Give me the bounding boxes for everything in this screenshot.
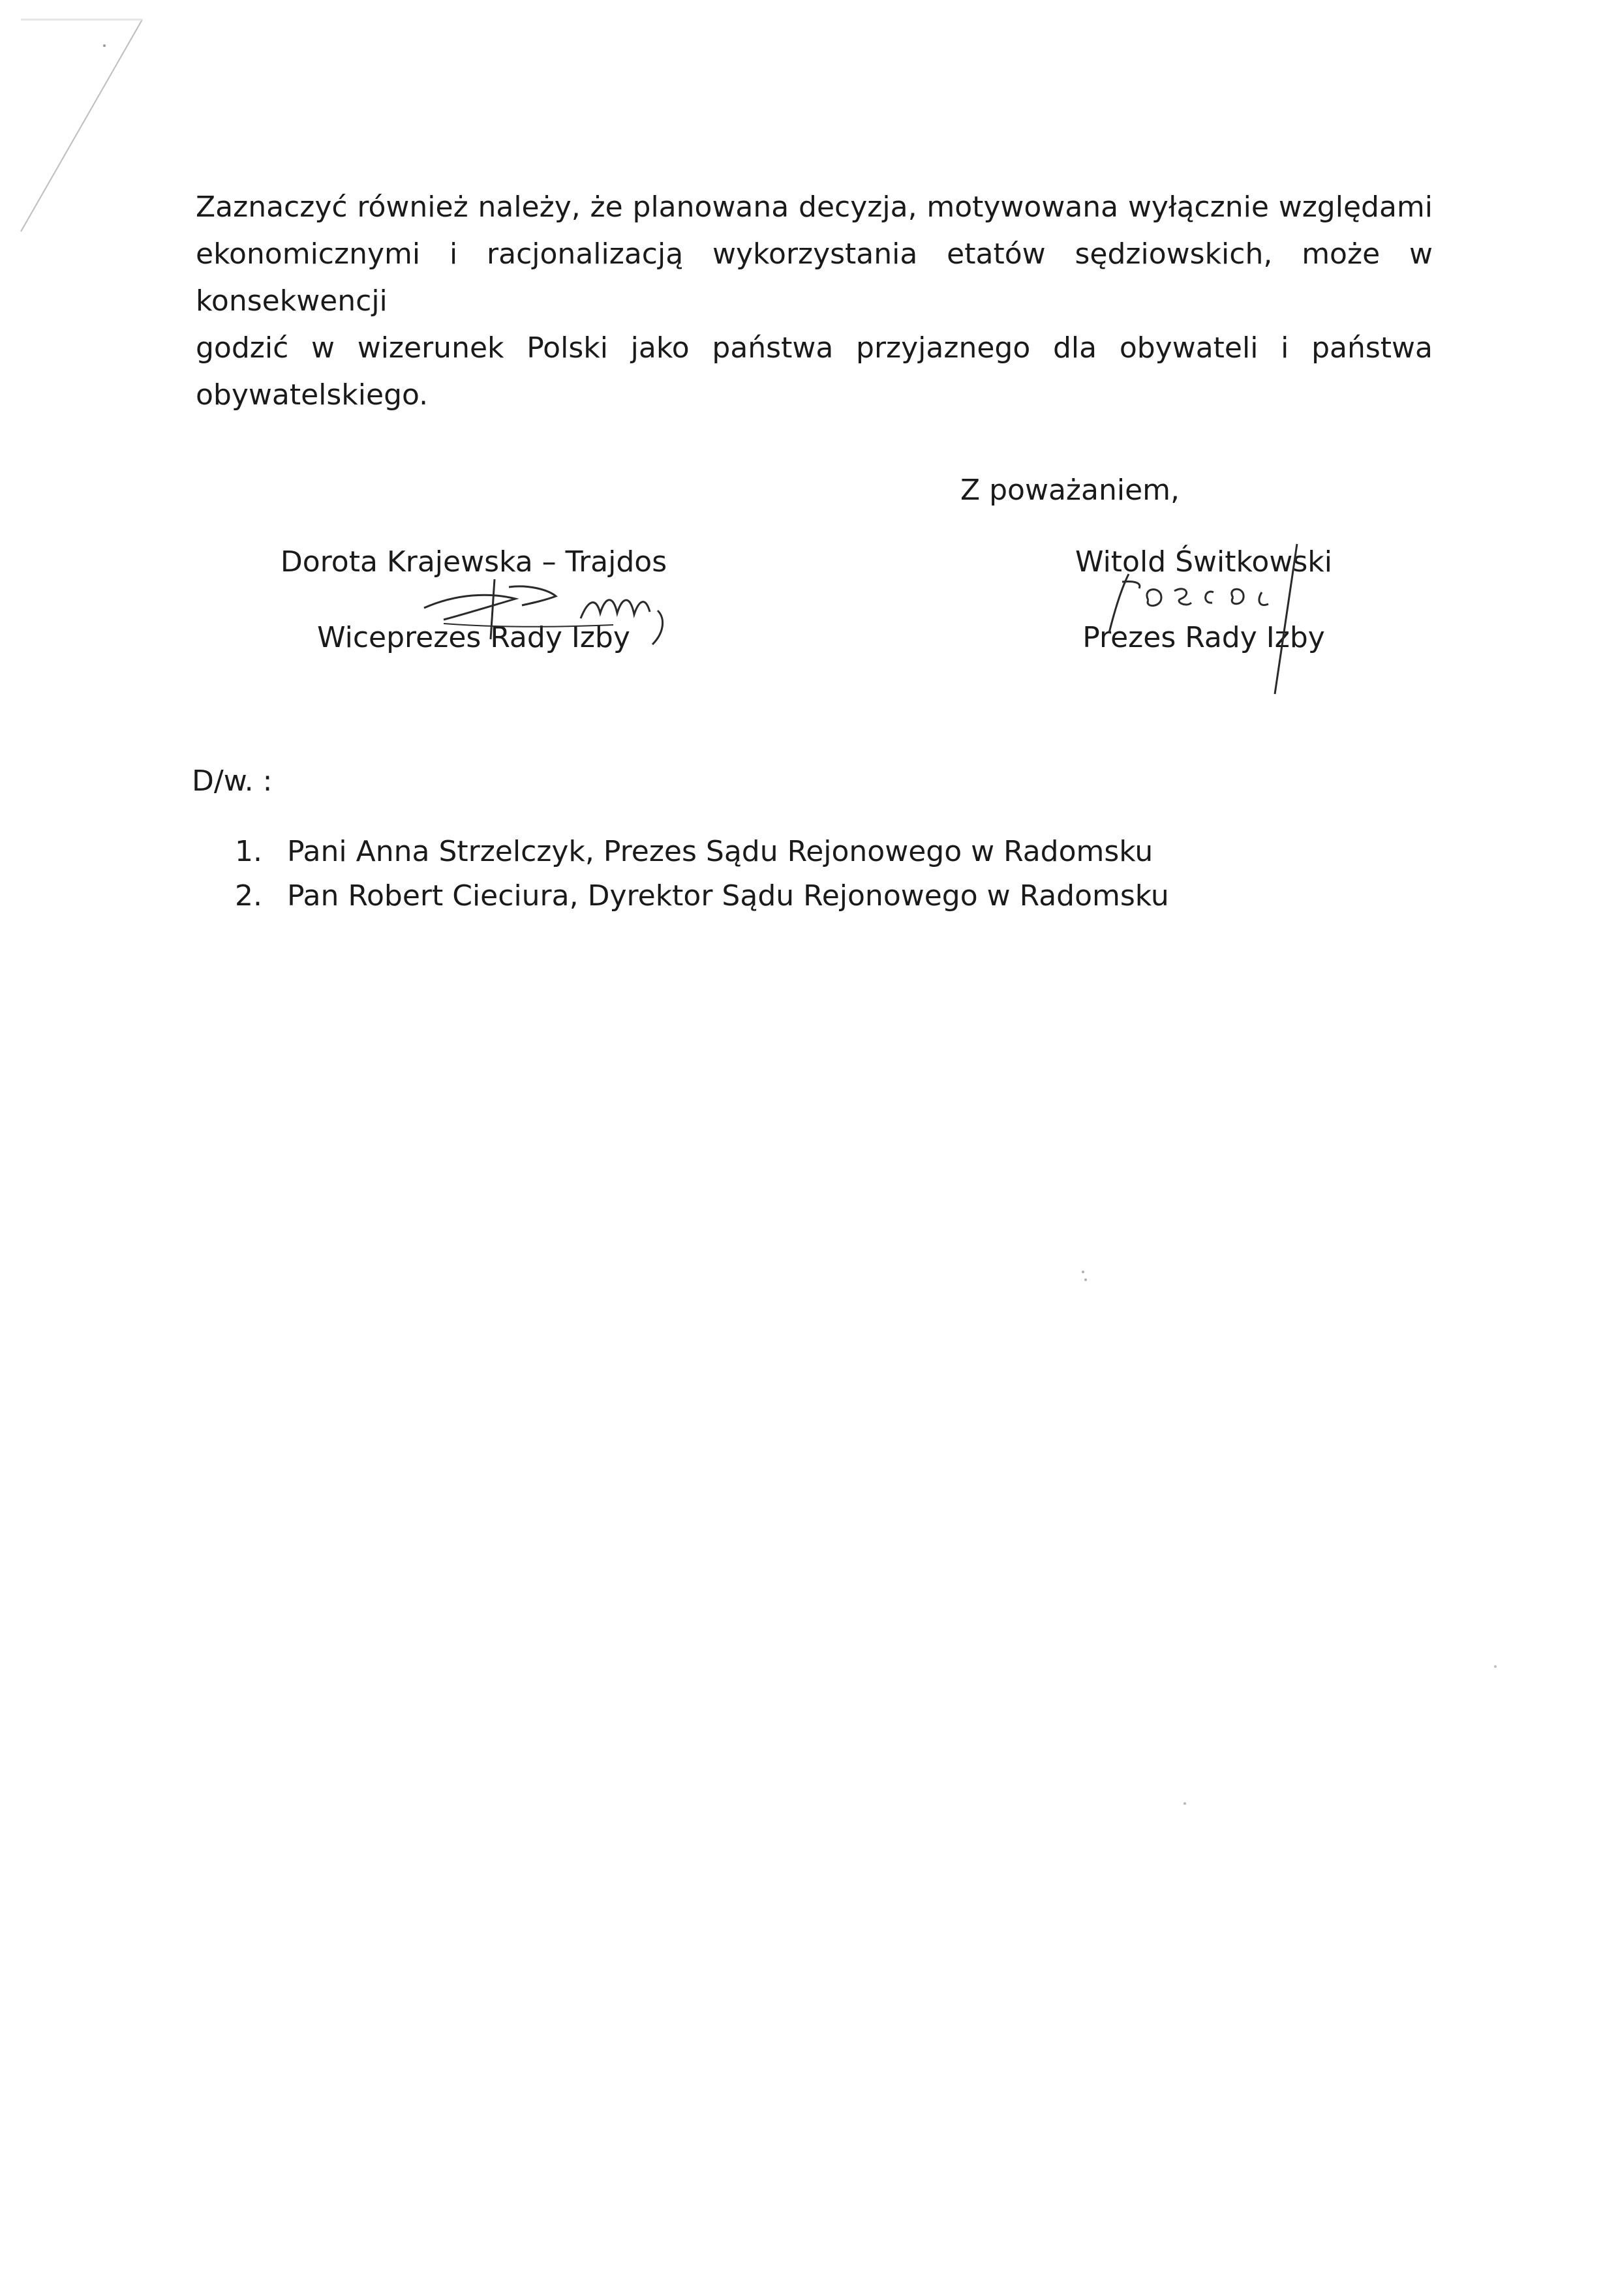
closing-salutation: Z poważaniem, [960, 474, 1180, 507]
list-item-text: Pani Anna Strzelczyk, Prezes Sądu Rejonowego w Radomsku [287, 835, 1153, 868]
list-item [235, 874, 1169, 918]
paragraph-line: godzić w wizerunek Polski jako państwa przyjaznego dla obywateli i państwa [196, 331, 1433, 365]
signatory-left-role: Wiceprezes Rady Izby [317, 621, 630, 654]
list-item-number: 2. [235, 879, 262, 913]
signatory-left [252, 543, 695, 657]
paragraph-line: obywatelskiego. [196, 378, 429, 412]
list-item [235, 830, 1169, 874]
list-item-text: Pan Robert Cieciura, Dyrektor Sądu Rejonowego w Radomsku [287, 879, 1169, 913]
paragraph-line: Zaznaczyć również należy, że planowana decyzja, motywowana wyłącznie względami [196, 190, 1433, 224]
paragraph-line: ekonomicznymi i racjonalizacją wykorzystania etatów sędziowskich, może w konsekwencji [196, 237, 1433, 318]
signatory-right-name: Witold Świtkowski [1075, 545, 1332, 579]
list-item-number: 1. [235, 835, 262, 868]
signatory-right-role: Prezes Rady Izby [1082, 621, 1325, 654]
body-paragraph [196, 184, 1433, 419]
cc-label: D/w. : [192, 764, 273, 798]
cc-list [235, 830, 1169, 918]
signatory-left-name: Dorota Krajewska – Trajdos [280, 545, 667, 579]
signatory-right [1018, 543, 1390, 657]
